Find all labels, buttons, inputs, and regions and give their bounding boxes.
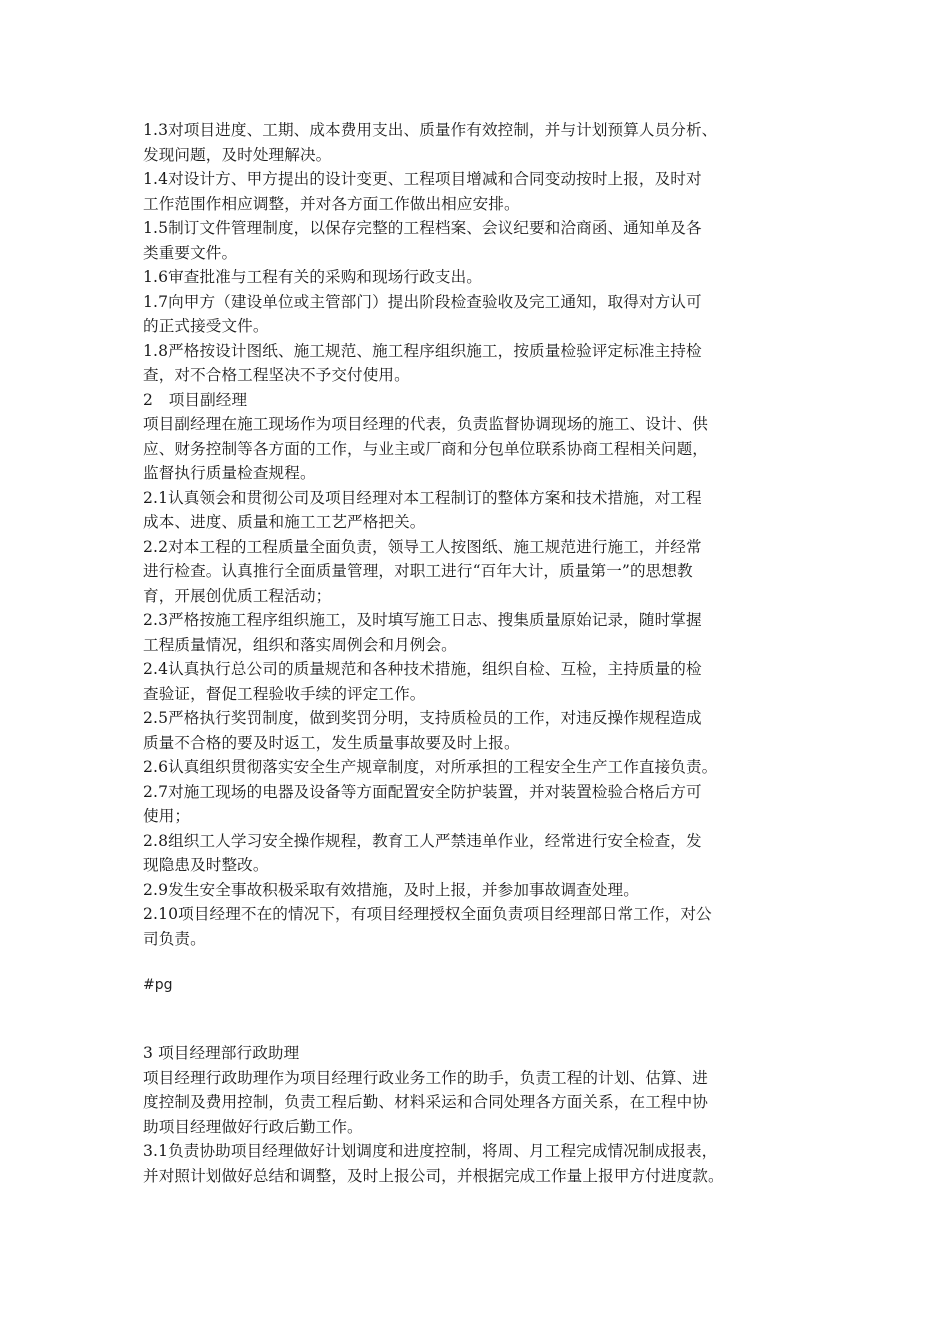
text-line: 1.3对项目进度、工期、成本费用支出、质量作有效控制，并与计划预算人员分析、: [143, 121, 718, 139]
text-line: 2.1认真领会和贯彻公司及项目经理对本工程制订的整体方案和技术措施，对工程: [143, 488, 702, 507]
text-line: 1.8严格按设计图纸、施工规范、施工程序组织施工，按质量检验评定标准主持检: [143, 341, 702, 360]
text-line: 成本、进度、质量和施工工艺严格把关。: [143, 513, 426, 531]
text-line: 监督执行质量检查规程。: [143, 464, 316, 482]
text-line: 使用；: [143, 807, 191, 825]
text-line: 助项目经理做好行政后勤工作。: [143, 1117, 363, 1136]
text-line: 2.10项目经理不在的情况下，有项目经理授权全面负责项目经理部日常工作，对公: [143, 905, 712, 923]
text-line: 1.4对设计方、甲方提出的设计变更、工程项目增减和合同变动按时上报，及时对: [143, 170, 702, 188]
text-line: 类重要文件。: [143, 243, 238, 262]
section-heading: 2 项目副经理: [143, 390, 248, 409]
text-line: 度控制及费用控制，负责工程后勤、材料采运和合同处理各方面关系，在工程中协: [143, 1093, 708, 1111]
text-line: 并对照计划做好总结和调整，及时上报公司，并根据完成工作量上报甲方付进度款。: [143, 1166, 724, 1185]
text-line: 1.6审查批准与工程有关的采购和现场行政支出。: [143, 268, 482, 286]
text-line: 2.3严格按施工程序组织施工，及时填写施工日志、搜集质量原始记录，随时掌握: [143, 611, 702, 629]
spacer: [143, 997, 783, 1041]
text-line: 2.5严格执行奖罚制度，做到奖罚分明，支持质检员的工作，对违反操作规程造成: [143, 709, 702, 727]
text-line: 的正式接受文件。: [143, 317, 269, 335]
text-line: 进行检查。认真推行全面质量管理，对职工进行“百年大计，质量第一”的思想教: [143, 562, 693, 580]
text-line: 查验证，督促工程验收手续的评定工作。: [143, 684, 426, 703]
text-line: 2.7对施工现场的电器及设备等方面配置安全防护装置，并对装置检验合格后方可: [143, 782, 702, 801]
text-block-1: [143, 118, 783, 951]
text-line: 应、财务控制等各方面的工作，与业主或厂商和分包单位联系协商工程相关问题，: [143, 439, 708, 458]
text-line: 发现问题，及时处理解决。: [143, 145, 332, 164]
text-line: 1.5制订文件管理制度，以保存完整的工程档案、会议纪要和洽商函、通知单及各: [143, 219, 702, 237]
text-line: 工程质量情况，组织和落实周例会和月例会。: [143, 635, 457, 654]
text-line: 查，对不合格工程坚决不予交付使用。: [143, 366, 410, 384]
document-page: [143, 118, 783, 1188]
text-line: 质量不合格的要及时返工，发生质量事故要及时上报。: [143, 733, 520, 752]
spacer: [143, 951, 783, 973]
text-line: 项目副经理在施工现场作为项目经理的代表，负责监督协调现场的施工、设计、供: [143, 415, 708, 433]
text-line: 2.6认真组织贯彻落实安全生产规章制度，对所承担的工程安全生产工作直接负责。: [143, 758, 718, 776]
text-line: 2.9发生安全事故积极采取有效措施，及时上报，并参加事故调查处理。: [143, 880, 639, 899]
text-line: 2.4认真执行总公司的质量规范和各种技术措施，组织自检、互检，主持质量的检: [143, 660, 702, 678]
text-line: 项目经理行政助理作为项目经理行政业务工作的助手，负责工程的计划、估算、进: [143, 1068, 708, 1087]
text-line: 3.1负责协助项目经理做好计划调度和进度控制，将周、月工程完成情况制成报表，: [143, 1142, 718, 1160]
text-line: 1.7向甲方（建设单位或主管部门）提出阶段检查验收及完工通知，取得对方认可: [143, 292, 702, 311]
page-marker: #pg: [143, 977, 173, 993]
text-line: 工作范围作相应调整，并对各方面工作做出相应安排。: [143, 194, 520, 213]
text-line: 司负责。: [143, 929, 206, 948]
text-line: 2.8组织工人学习安全操作规程，教育工人严禁违单作业，经常进行安全检查，发: [143, 831, 702, 850]
section-heading: 3 项目经理部行政助理: [143, 1044, 300, 1062]
text-block-2: [143, 1041, 783, 1188]
text-line: 2.2对本工程的工程质量全面负责，领导工人按图纸、施工规范进行施工，并经常: [143, 537, 702, 556]
text-line: 现隐患及时整改。: [143, 856, 269, 874]
text-line: 育，开展创优质工程活动；: [143, 586, 332, 605]
